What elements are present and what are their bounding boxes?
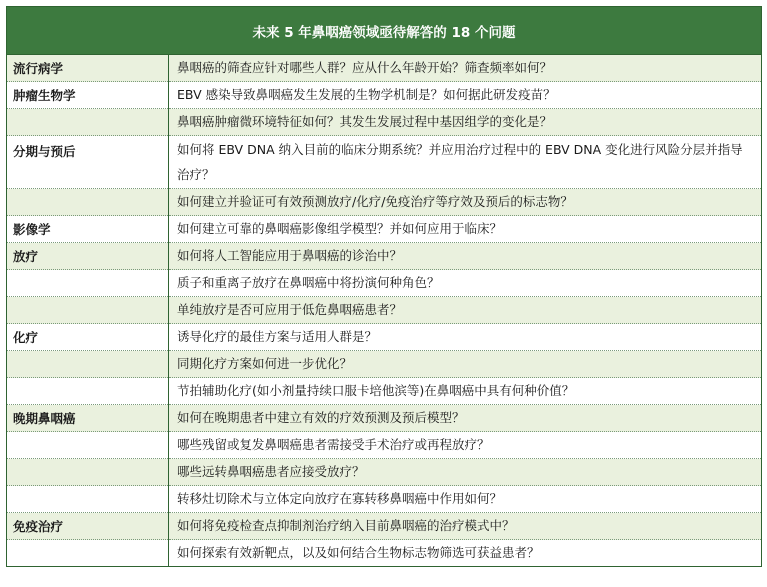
table-row — [7, 513, 762, 540]
category-cell — [7, 270, 169, 297]
table-row — [7, 270, 762, 297]
table-row — [7, 459, 762, 486]
category-cell: 放疗 — [7, 243, 169, 270]
question-cell: EBV 感染导致鼻咽癌发生发展的生物学机制是？如何据此研发疫苗？ — [169, 82, 762, 109]
question-cell: 如何建立可靠的鼻咽癌影像组学模型？并如何应用于临床？ — [169, 216, 762, 243]
category-cell — [7, 297, 169, 324]
table-row — [7, 540, 762, 567]
question-cell: 转移灶切除术与立体定向放疗在寡转移鼻咽癌中作用如何？ — [169, 486, 762, 513]
question-cell: 节拍辅助化疗(如小剂量持续口服卡培他滨等)在鼻咽癌中具有何种价值？ — [169, 378, 762, 405]
table-header-row — [7, 7, 762, 55]
table-row — [7, 405, 762, 432]
category-cell: 影像学 — [7, 216, 169, 243]
question-cell: 如何将人工智能应用于鼻咽癌的诊治中？ — [169, 243, 762, 270]
question-cell: 鼻咽癌的筛查应针对哪些人群？应从什么年龄开始？筛查频率如何？ — [169, 55, 762, 82]
question-cell: 质子和重离子放疗在鼻咽癌中将扮演何种角色？ — [169, 270, 762, 297]
table-row — [7, 351, 762, 378]
question-cell: 如何将免疫检查点抑制剂治疗纳入目前鼻咽癌的治疗模式中？ — [169, 513, 762, 540]
category-cell — [7, 540, 169, 567]
table-row — [7, 243, 762, 270]
question-cell: 如何在晚期患者中建立有效的疗效预测及预后模型？ — [169, 405, 762, 432]
table-row — [7, 432, 762, 459]
category-cell: 免疫治疗 — [7, 513, 169, 540]
category-cell: 分期与预后 — [7, 136, 169, 189]
question-cell: 如何探索有效新靶点，以及如何结合生物标志物筛选可获益患者？ — [169, 540, 762, 567]
category-cell: 化疗 — [7, 324, 169, 351]
table-row — [7, 55, 762, 82]
question-cell: 哪些远转鼻咽癌患者应接受放疗？ — [169, 459, 762, 486]
question-cell: 诱导化疗的最佳方案与适用人群是？ — [169, 324, 762, 351]
table-row — [7, 216, 762, 243]
category-cell: 晚期鼻咽癌 — [7, 405, 169, 432]
category-cell — [7, 378, 169, 405]
table-title: 未来 5 年鼻咽癌领域亟待解答的 18 个问题 — [7, 7, 762, 55]
category-cell — [7, 189, 169, 216]
questions-table — [6, 6, 762, 567]
category-cell — [7, 432, 169, 459]
table-row — [7, 297, 762, 324]
question-cell: 如何将 EBV DNA 纳入目前的临床分期系统？并应用治疗过程中的 EBV DNA 变化进行风险分层并指导治疗？ — [169, 136, 762, 189]
category-cell: 肿瘤生物学 — [7, 82, 169, 109]
table-row — [7, 324, 762, 351]
question-cell: 哪些残留或复发鼻咽癌患者需接受手术治疗或再程放疗？ — [169, 432, 762, 459]
table-row — [7, 136, 762, 189]
question-cell: 单纯放疗是否可应用于低危鼻咽癌患者？ — [169, 297, 762, 324]
table-row — [7, 189, 762, 216]
category-cell — [7, 109, 169, 136]
table-row — [7, 109, 762, 136]
table-row — [7, 486, 762, 513]
questions-table-container — [6, 6, 761, 567]
category-cell — [7, 351, 169, 378]
table-row — [7, 378, 762, 405]
table-row — [7, 82, 762, 109]
category-cell — [7, 486, 169, 513]
question-cell: 同期化疗方案如何进一步优化？ — [169, 351, 762, 378]
question-cell: 如何建立并验证可有效预测放疗/化疗/免疫治疗等疗效及预后的标志物？ — [169, 189, 762, 216]
category-cell — [7, 459, 169, 486]
question-cell: 鼻咽癌肿瘤微环境特征如何？其发生发展过程中基因组学的变化是？ — [169, 109, 762, 136]
category-cell: 流行病学 — [7, 55, 169, 82]
